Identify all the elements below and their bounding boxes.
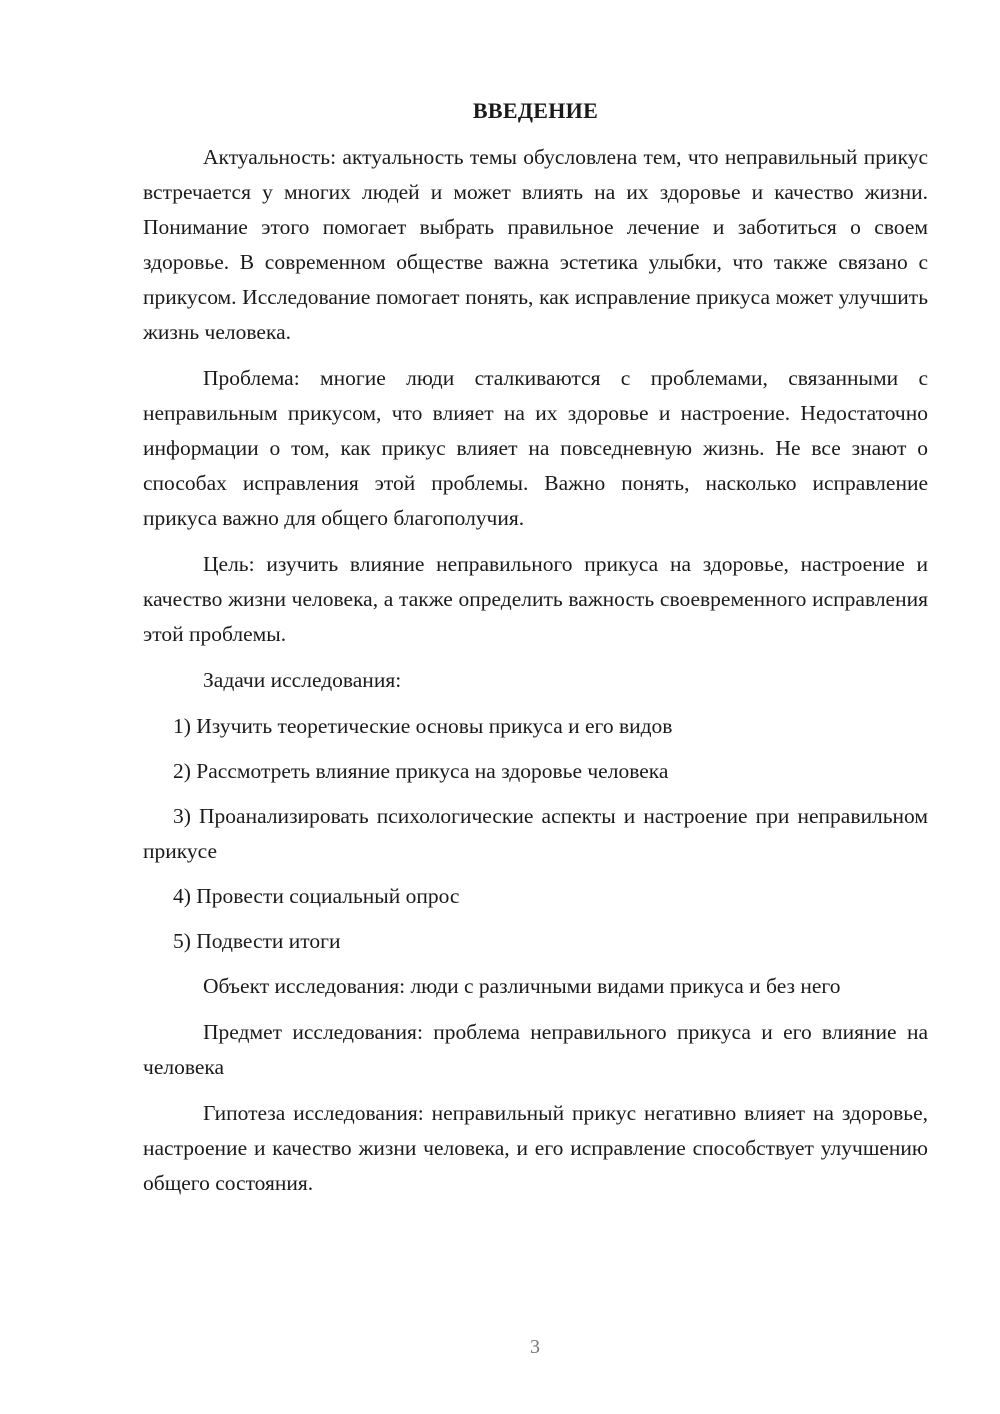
paragraph-object: Объект исследования: люди с различными видами прикуса и без него (203, 974, 841, 998)
list-item: 1) Изучить теоретические основы прикуса и его видов (173, 714, 673, 738)
list-item: 2) Рассмотреть влияние прикуса на здоровье человека (173, 759, 669, 783)
paragraph-subject: Предмет исследования: проблема неправильного прикуса и его влияние на человека (143, 1020, 928, 1079)
list-item: 4) Провести социальный опрос (173, 884, 460, 908)
document-page (143, 96, 928, 1212)
paragraph-relevance: Актуальность: актуальность темы обусловлена тем, что неправильный прикус встречается у многих людей и может влиять на их здоровье и качество жизни. Понимание этого помогает выбрать правильное лечение и заботиться о своем здоровье. В современном обществе важна эстетика улыбки, что также связано с прикусом. Исследование помогает понять, как исправление прикуса может улучшить жизнь человека. (143, 145, 928, 344)
section-title: ВВЕДЕНИЕ (472, 98, 599, 123)
paragraph-goal: Цель: изучить влияние неправильного прикуса на здоровье, настроение и качество жизни человека, а также определить важность своевременного исправления этой проблемы. (143, 552, 928, 646)
paragraph-hypothesis: Гипотеза исследования: неправильный прикус негативно влияет на здоровье, настроение и качество жизни человека, и его исправление способствует улучшению общего состояния. (143, 1101, 928, 1195)
tasks-list (143, 709, 928, 959)
list-item: 5) Подвести итоги (173, 929, 341, 953)
paragraph-problem: Проблема: многие люди сталкиваются с проблемами, связанными с неправильным прикусом, что влияет на их здоровье и настроение. Недостаточно информации о том, как прикус влияет на повседневную жизнь. Не все знают о способах исправления этой проблемы. Важно понять, насколько исправление прикуса важно для общего благополучия. (143, 366, 928, 530)
list-item: 3) Проанализировать психологические аспекты и настроение при неправильном прикусе (143, 804, 928, 863)
paragraph-tasks-heading: Задачи исследования: (203, 668, 402, 692)
page-number: 3 (530, 1336, 540, 1358)
